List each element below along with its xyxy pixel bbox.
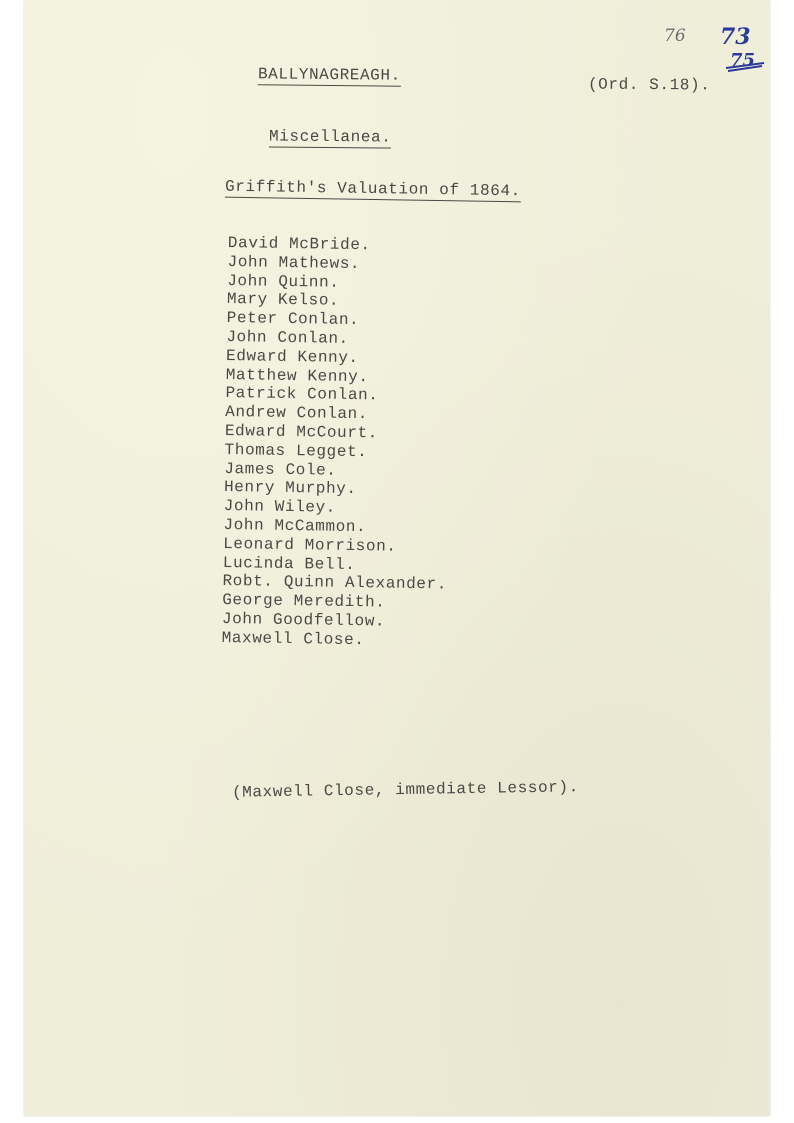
list-item: John Quinn. — [227, 271, 340, 292]
list-item: David McBride. — [227, 234, 371, 255]
folio-ink-number: 73 — [720, 24, 751, 50]
list-item: Mary Kelso. — [226, 290, 340, 311]
list-item: John Goodfellow. — [221, 609, 386, 631]
document-title: BALLYNAGREAGH. — [257, 65, 401, 85]
list-item: Thomas Legget. — [224, 440, 368, 461]
ordnance-sheet-reference: (Ord. S.18). — [587, 75, 711, 95]
list-item: Edward McCourt. — [224, 421, 379, 443]
strike-through-mark — [724, 60, 766, 72]
list-item: Robt. Quinn Alexander. — [222, 572, 448, 594]
lessor-note: (Maxwell Close, immediate Lessor). — [231, 778, 579, 802]
list-item: George Meredith. — [222, 591, 386, 612]
folio-numbers — [664, 24, 774, 80]
names-list — [222, 234, 453, 651]
folio-pencil-number: 76 — [664, 26, 686, 46]
list-item: John Conlan. — [226, 327, 349, 348]
list-item: Edward Kenny. — [225, 346, 359, 367]
section-heading: Miscellanea. — [268, 127, 392, 147]
subheading: Griffith's Valuation of 1864. — [224, 177, 521, 201]
list-item: Andrew Conlan. — [225, 403, 369, 424]
list-item: James Cole. — [224, 459, 337, 480]
list-item: Patrick Conlan. — [225, 384, 379, 405]
document-page — [24, 0, 770, 1116]
list-item: Henry Murphy. — [223, 478, 357, 499]
list-item: Leonard Morrison. — [222, 534, 397, 556]
list-item: Maxwell Close. — [221, 628, 365, 649]
list-item: Matthew Kenny. — [225, 365, 369, 386]
list-item: John Mathews. — [227, 252, 361, 273]
folio-struck-number: 75 — [730, 50, 756, 71]
list-item: John Wiley. — [223, 497, 337, 517]
list-item: Lucinda Bell. — [222, 553, 356, 574]
list-item: Peter Conlan. — [226, 309, 360, 330]
list-item: John McCammon. — [223, 515, 367, 537]
